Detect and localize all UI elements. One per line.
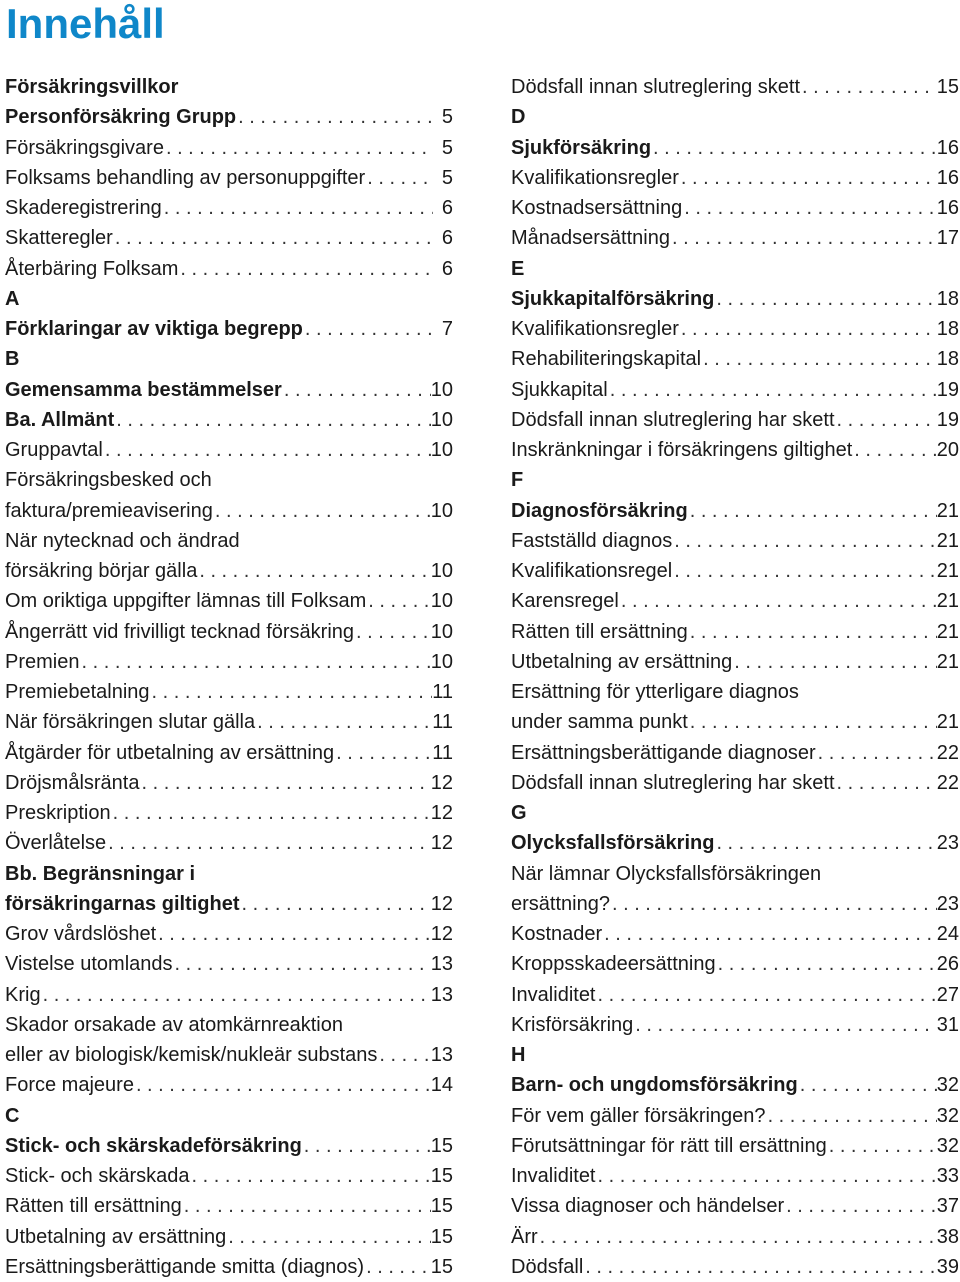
toc-entry[interactable] [511, 768, 959, 798]
toc-entry-page-number: 39 [936, 1255, 959, 1278]
toc-entry-page-number: 23 [936, 892, 959, 915]
toc-entry-page-number: 31 [936, 1013, 959, 1036]
toc-entry-page-number: 10 [430, 650, 453, 673]
toc-entry-label: C [5, 1104, 20, 1127]
toc-entry[interactable] [5, 1222, 453, 1252]
toc-entry-label: Skatteregler [5, 227, 113, 250]
dot-leader [134, 1070, 431, 1100]
toc-entry-label: Fastställd diagnos [511, 529, 673, 552]
toc-entry[interactable] [5, 375, 453, 405]
toc-entry-page-number: 38 [936, 1225, 959, 1248]
dot-leader [236, 102, 433, 132]
dot-leader [282, 375, 431, 405]
toc-entry-label: Rehabiliteringskapital [511, 348, 702, 371]
dot-leader [688, 707, 937, 737]
toc-entry-label: eller av biologisk/kemisk/nukleär substans [5, 1044, 378, 1066]
toc-entry-label: Rätten till ersättning [511, 620, 688, 643]
toc-entry-label: Kvalifikationsregler [511, 166, 679, 189]
toc-entry-page-number: 16 [936, 136, 959, 159]
toc-entry-label: Kroppsskadeersättning [511, 953, 716, 976]
toc-entry-page-number: 13 [430, 983, 453, 1006]
dot-leader [835, 405, 937, 435]
toc-entry-label: Ersättningsberättigande smitta (diagnos) [5, 1255, 365, 1278]
toc-entry-page-number: 11 [432, 741, 453, 764]
dot-leader [79, 647, 430, 677]
toc-entry-page-number: 10 [430, 620, 453, 643]
toc-entry-page-number: 13 [430, 1044, 453, 1066]
toc-entry-page-number: 14 [430, 1074, 453, 1097]
toc-entry-page-number: 5 [441, 166, 453, 189]
toc-entry-page-number: 16 [936, 197, 959, 219]
toc-entry-label: Kvalifikationsregel [511, 560, 673, 582]
toc-entry-label: Åtgärder för utbetalning av ersättning [5, 741, 335, 764]
toc-entry-label: H [511, 1044, 526, 1066]
toc-entry-page-number: 12 [430, 923, 453, 945]
toc-entry-label: Försäkringsbesked och [5, 469, 212, 492]
dot-leader [798, 1070, 937, 1100]
toc-entry[interactable] [5, 465, 453, 495]
toc-entry[interactable] [511, 465, 959, 495]
dot-leader [608, 375, 937, 405]
toc-entry-label: Månadsersättning [511, 227, 670, 250]
toc-entry-page-number: 32 [936, 1134, 959, 1157]
toc-entry[interactable] [511, 223, 959, 253]
dot-leader [852, 435, 936, 465]
dot-leader [800, 72, 937, 102]
toc-entry-label: Olycksfallsförsäkring [511, 832, 715, 855]
dot-leader [670, 223, 937, 253]
toc-entry[interactable] [5, 617, 453, 647]
toc-entry[interactable] [511, 1131, 959, 1161]
toc-entry[interactable] [511, 1040, 959, 1070]
toc-entry-label: Invaliditet [511, 983, 596, 1006]
dot-leader [701, 344, 937, 374]
toc-entry-page-number: 6 [441, 227, 453, 250]
toc-entry-page-number: 15 [430, 1165, 453, 1187]
toc-entry-page-number: 17 [936, 227, 959, 250]
toc-entry-label: under samma punkt [511, 711, 688, 734]
toc-entry-label: Grov vårdslöshet [5, 923, 157, 945]
toc-entry[interactable] [511, 1222, 959, 1252]
toc-entry-page-number: 15 [430, 1195, 453, 1218]
toc-entry[interactable] [511, 949, 959, 979]
toc-entry[interactable] [5, 1191, 453, 1221]
toc-entry-label: A [5, 287, 20, 310]
dot-leader [364, 1252, 431, 1282]
toc-entry-label: Återbäring Folksam [5, 257, 179, 280]
toc-entry-page-number: 19 [936, 378, 959, 401]
toc-entry[interactable] [5, 919, 453, 949]
toc-entry-label: B [5, 348, 20, 371]
toc-entry[interactable] [5, 677, 453, 707]
dot-leader [679, 163, 937, 193]
toc-entry-label: försäkring börjar gälla [5, 560, 198, 582]
dot-leader [682, 193, 937, 223]
toc-entry[interactable] [511, 798, 959, 828]
toc-entry-page-number: 10 [430, 408, 453, 431]
dot-leader [182, 1191, 431, 1221]
toc-entry[interactable] [511, 828, 959, 858]
toc-entry-page-number: 5 [441, 136, 453, 159]
toc-entry[interactable] [5, 707, 453, 737]
toc-entry[interactable] [511, 919, 959, 949]
toc-entry-label: Inskränkningar i försäkringens giltighet [511, 439, 853, 461]
toc-entry[interactable] [5, 798, 453, 828]
toc-entry-page-number: 21 [936, 620, 959, 643]
dot-leader [139, 768, 430, 798]
dot-leader [103, 435, 431, 465]
toc-entry-label: Premien [5, 650, 80, 673]
toc-entry-label: Force majeure [5, 1074, 134, 1097]
toc-entry-label: Ba. Allmänt [5, 408, 115, 431]
toc-entry[interactable] [5, 949, 453, 979]
toc-entry-label: Stick- och skärskadeförsäkring [5, 1134, 302, 1157]
toc-entry-label: När försäkringen slutar gälla [5, 711, 256, 734]
toc-entry-label: ersättning? [511, 892, 610, 915]
toc-entry-page-number: 13 [430, 953, 453, 976]
toc-entry-label: Kostnader [511, 923, 603, 945]
toc-entry-page-number: 18 [936, 348, 959, 371]
toc-entry-page-number: 12 [430, 832, 453, 855]
toc-entry[interactable] [511, 1252, 959, 1282]
toc-entry-label: Dödsfall innan slutreglering har skett [511, 771, 835, 794]
toc-entry-page-number: 11 [432, 711, 453, 734]
dot-leader [596, 980, 937, 1010]
toc-entry-label: Diagnosförsäkring [511, 499, 688, 522]
dot-leader [156, 919, 431, 949]
dot-leader [303, 314, 433, 344]
toc-entry[interactable] [511, 193, 959, 223]
dot-leader [816, 738, 937, 768]
dot-leader [633, 1010, 936, 1040]
toc-entry[interactable] [5, 405, 453, 435]
dot-leader [255, 707, 432, 737]
toc-entry[interactable] [511, 375, 959, 405]
toc-entry[interactable] [5, 889, 453, 919]
toc-entry-page-number: 21 [936, 529, 959, 552]
dot-leader [178, 254, 433, 284]
toc-entry-label: Stick- och skärskada [5, 1165, 190, 1187]
toc-entry[interactable] [511, 707, 959, 737]
toc-entry[interactable] [511, 859, 959, 889]
toc-entry[interactable] [511, 1191, 959, 1221]
toc-entry-label: Kvalifikationsregler [511, 318, 679, 340]
toc-entry-label: Preskription [5, 802, 111, 824]
toc-entry-page-number: 21 [936, 711, 959, 734]
toc-entry-page-number: 15 [430, 1255, 453, 1278]
toc-entry-label: Vistelse utomlands [5, 953, 173, 976]
toc-entry[interactable] [5, 1101, 453, 1131]
toc-entry-page-number: 5 [441, 106, 453, 129]
dot-leader [679, 314, 937, 344]
toc-entry[interactable] [5, 133, 453, 163]
dot-leader [111, 798, 431, 828]
dot-leader [714, 828, 936, 858]
toc-entry-page-number: 15 [430, 1134, 453, 1157]
toc-entry-label: försäkringarnas giltighet [5, 892, 240, 915]
toc-entry[interactable] [5, 526, 453, 556]
toc-entry[interactable] [511, 435, 959, 465]
toc-entry-page-number: 32 [936, 1104, 959, 1127]
toc-entry-label: Ersättning för ytterligare diagnos [511, 681, 799, 703]
toc-entry[interactable] [5, 496, 453, 526]
toc-entry-label: Förklaringar av viktiga begrepp [5, 318, 303, 340]
dot-leader [377, 1040, 430, 1070]
dot-leader [716, 949, 937, 979]
toc-entry-label: Krisförsäkring [511, 1013, 634, 1036]
toc-entry-label: Försäkringsgivare [5, 136, 164, 159]
toc-entry-label: Utbetalning av ersättning [511, 650, 733, 673]
toc-entry[interactable] [511, 1101, 959, 1131]
toc-entry-label: Gruppavtal [5, 439, 103, 461]
dot-leader [835, 768, 937, 798]
toc-entry[interactable] [5, 980, 453, 1010]
toc-entry-page-number: 22 [936, 741, 959, 764]
toc-entry[interactable] [511, 163, 959, 193]
toc-entry-page-number: 32 [936, 1074, 959, 1097]
dot-leader [732, 647, 937, 677]
toc-entry-label: Försäkringsvillkor [5, 76, 179, 98]
toc-entry-page-number: 12 [430, 892, 453, 915]
toc-entry-label: Gemensamma bestämmelser [5, 378, 282, 401]
dot-leader [602, 919, 937, 949]
dot-leader [190, 1161, 431, 1191]
toc-entry-page-number: 15 [430, 1225, 453, 1248]
toc-entry-page-number: 10 [430, 378, 453, 401]
toc-entry-label: När lämnar Olycksfallsförsäkringen [511, 862, 822, 885]
dot-leader [150, 677, 433, 707]
toc-entry-page-number: 27 [936, 983, 959, 1006]
toc-entry[interactable] [5, 1252, 453, 1282]
toc-entry-label: Om oriktiga uppgifter lämnas till Folksam [5, 590, 367, 613]
dot-leader [164, 133, 433, 163]
toc-entry-label: Dröjsmålsränta [5, 771, 140, 794]
toc-entry[interactable] [511, 254, 959, 284]
toc-entry[interactable] [511, 314, 959, 344]
dot-leader [596, 1161, 937, 1191]
toc-entry[interactable] [511, 405, 959, 435]
toc-entry-page-number: 6 [441, 257, 453, 280]
toc-entry[interactable] [511, 1070, 959, 1100]
toc-entry-page-number: 21 [936, 590, 959, 613]
toc-entry-page-number: 22 [936, 771, 959, 794]
toc-entry-label: Bb. Begränsningar i [5, 862, 196, 885]
toc-entry-page-number: 18 [936, 287, 959, 310]
dot-leader [334, 738, 432, 768]
toc-entry-label: G [511, 802, 527, 824]
toc-entry[interactable] [511, 526, 959, 556]
toc-entry[interactable] [511, 1161, 959, 1191]
toc-entry[interactable] [5, 1070, 453, 1100]
toc-entry[interactable] [5, 72, 453, 102]
toc-entry[interactable] [5, 1040, 453, 1070]
toc-entry-label: Dödsfall [511, 1255, 584, 1278]
dot-leader [672, 526, 937, 556]
toc-entry[interactable] [511, 284, 959, 314]
toc-entry[interactable] [511, 133, 959, 163]
toc-entry-page-number: 37 [936, 1195, 959, 1218]
toc-entry-label: Sjukförsäkring [511, 136, 652, 159]
toc-entry-label: F [511, 469, 524, 492]
toc-entry-label: Barn- och ungdomsförsäkring [511, 1074, 798, 1097]
toc-entry-page-number: 10 [430, 499, 453, 522]
toc-entry-page-number: 11 [432, 681, 453, 703]
dot-leader [162, 193, 433, 223]
dot-leader [619, 586, 937, 616]
toc-entry-page-number: 26 [936, 953, 959, 976]
dot-leader [213, 496, 431, 526]
dot-leader [672, 556, 937, 586]
toc-entry[interactable] [5, 859, 453, 889]
toc-entry-label: Ersättningsberättigande diagnoser [511, 741, 816, 764]
toc-entry[interactable] [511, 72, 959, 102]
dot-leader [714, 284, 936, 314]
toc-entry-page-number: 12 [430, 771, 453, 794]
dot-leader [651, 133, 937, 163]
toc-entry[interactable] [511, 344, 959, 374]
toc-entry-label: Förutsättningar för rätt till ersättning [511, 1134, 827, 1157]
toc-entry-page-number: 23 [936, 832, 959, 855]
dot-leader [538, 1222, 937, 1252]
toc-entry-page-number: 15 [936, 76, 959, 98]
dot-leader [354, 617, 431, 647]
toc-entry-page-number: 21 [936, 560, 959, 582]
toc-entry[interactable] [5, 223, 453, 253]
toc-entry-page-number: 6 [441, 197, 453, 219]
toc-entry[interactable] [5, 586, 453, 616]
toc-entry-label: faktura/premieavisering [5, 499, 213, 522]
dot-leader [366, 586, 431, 616]
toc-entry-label: Folksams behandling av personuppgifter [5, 166, 366, 189]
toc-entry-label: Sjukkapital [511, 378, 608, 401]
toc-entry[interactable] [5, 344, 453, 374]
toc-entry[interactable] [5, 1010, 453, 1040]
toc-entry-label: Ärr [511, 1225, 538, 1248]
toc-entry-label: Sjukkapitalförsäkring [511, 287, 715, 310]
toc-entry-page-number: 7 [441, 318, 453, 340]
toc-entry-label: Krig [5, 983, 41, 1006]
dot-leader [688, 496, 937, 526]
toc-entry-page-number: 21 [936, 650, 959, 673]
toc-entry-page-number: 19 [936, 408, 959, 431]
toc-entry[interactable] [511, 586, 959, 616]
toc-entry-label: Överlåtelse [5, 832, 107, 855]
toc-entry[interactable] [511, 1010, 959, 1040]
toc-entry[interactable] [5, 828, 453, 858]
toc-entry[interactable] [5, 738, 453, 768]
toc-column-right [511, 72, 959, 1282]
dot-leader [114, 405, 430, 435]
toc-entry[interactable] [511, 677, 959, 707]
toc-entry-page-number: 18 [936, 318, 959, 340]
toc-entry[interactable] [511, 496, 959, 526]
toc-entry[interactable] [511, 889, 959, 919]
toc-entry[interactable] [5, 647, 453, 677]
toc-entry-page-number: 33 [936, 1165, 959, 1187]
toc-entry[interactable] [511, 556, 959, 586]
dot-leader [106, 828, 431, 858]
toc-entry-page-number: 10 [430, 439, 453, 461]
dot-leader [226, 1222, 431, 1252]
toc-entry-label: Ångerrätt vid frivilligt tecknad försäkring [5, 620, 355, 643]
toc-entry-page-number: 12 [430, 802, 453, 824]
dot-leader [197, 556, 430, 586]
dot-leader [610, 889, 937, 919]
toc-entry-label: Premiebetalning [5, 681, 150, 703]
toc-entry[interactable] [5, 1131, 453, 1161]
toc-entry-page-number: 24 [936, 923, 959, 945]
toc-entry-label: D [511, 106, 526, 129]
dot-leader [784, 1191, 937, 1221]
toc-entry-label: Kostnadsersättning [511, 197, 683, 219]
toc-entry-label: Dödsfall innan slutreglering har skett [511, 408, 835, 431]
toc-entry-label: Skador orsakade av atomkärnreaktion [5, 1013, 343, 1036]
page-title: Innehåll [6, 0, 165, 47]
toc-entry-page-number: 10 [430, 590, 453, 613]
toc-column-left [5, 72, 453, 1282]
toc-entry-label: Skaderegistrering [5, 197, 162, 219]
toc-entry-page-number: 10 [430, 560, 453, 582]
toc-entry-label: Rätten till ersättning [5, 1195, 182, 1218]
dot-leader [583, 1252, 936, 1282]
toc-entry-label: Utbetalning av ersättning [5, 1225, 227, 1248]
toc-entry[interactable] [511, 738, 959, 768]
dot-leader [173, 949, 431, 979]
dot-leader [365, 163, 433, 193]
dot-leader [113, 223, 433, 253]
dot-leader [766, 1101, 937, 1131]
toc-entry[interactable] [5, 768, 453, 798]
toc-entry[interactable] [511, 102, 959, 132]
toc-entry[interactable] [5, 254, 453, 284]
toc-entry[interactable] [511, 980, 959, 1010]
toc-entry-label: Vissa diagnoser och händelser [511, 1195, 785, 1218]
toc-entry[interactable] [5, 435, 453, 465]
toc-entry-label: E [511, 257, 525, 280]
toc-entry[interactable] [5, 556, 453, 586]
toc-entry-label: Invaliditet [511, 1165, 596, 1187]
toc-entry-label: När nytecknad och ändrad [5, 529, 240, 552]
dot-leader [240, 889, 431, 919]
toc-entry[interactable] [511, 647, 959, 677]
toc-entry-label: Dödsfall innan slutreglering skett [511, 76, 801, 98]
dot-leader [827, 1131, 937, 1161]
toc-entry[interactable] [5, 193, 453, 223]
toc-entry-page-number: 21 [936, 499, 959, 522]
toc-entry[interactable] [5, 163, 453, 193]
dot-leader [41, 980, 431, 1010]
toc-entry[interactable] [5, 284, 453, 314]
toc-entry-page-number: 20 [936, 439, 959, 461]
dot-leader [688, 617, 937, 647]
toc-entry-label: Karensregel [511, 590, 619, 613]
toc-entry-page-number: 16 [936, 166, 959, 189]
toc-entry[interactable] [511, 617, 959, 647]
dot-leader [302, 1131, 431, 1161]
toc-entry-label: För vem gäller försäkringen? [511, 1104, 766, 1127]
toc-entry-label: Personförsäkring Grupp [5, 106, 237, 129]
toc-entry[interactable] [5, 102, 453, 132]
toc-entry[interactable] [5, 1161, 453, 1191]
toc-entry[interactable] [5, 314, 453, 344]
